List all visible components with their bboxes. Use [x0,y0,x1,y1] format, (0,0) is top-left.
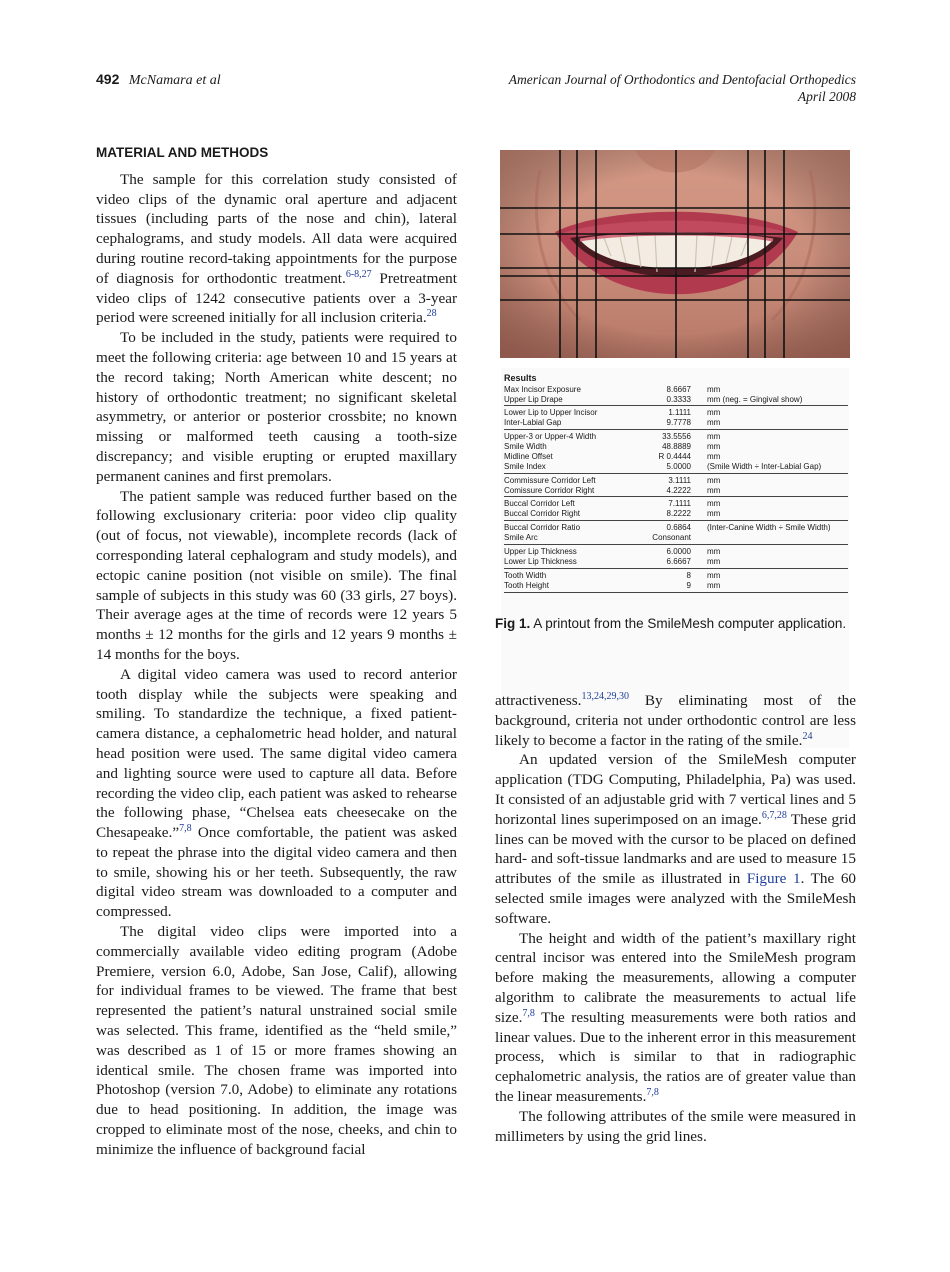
results-value: 9 [686,581,691,590]
results-row [504,418,848,428]
paragraph-text: The resulting measurements were both ratios and linear values. Due to the inherent error in this measurement process, which is similar to that in radiographic cephalometric analysis, the ratios are of greater value than the linear measurements. [495,1008,856,1105]
results-unit: mm [707,499,721,508]
results-label: Inter-Labial Gap [504,418,562,427]
results-label: Smile Arc [504,533,538,542]
paragraph-text: Once comfortable, the patient was asked to repeat the phrase into the digital video camera and then to smile, showing his or her teeth. Subsequently, the raw digital video stream was downloaded to a computer and compressed. [96,824,457,921]
figure-reference-link[interactable]: Figure 1 [746,870,801,888]
results-unit: mm [707,432,721,441]
results-unit: (Smile Width ÷ Inter-Labial Gap) [707,462,822,471]
results-label: Smile Width [504,442,547,451]
results-value: 1.1111 [668,408,691,417]
page-number: 492 [96,71,120,87]
caption-text: A printout from the SmileMesh computer application. [530,616,847,631]
paragraph: The following attributes of the smile were measured in millimeters by using the grid lines. [495,1107,856,1145]
paragraph [495,929,856,1107]
results-value: 33.5556 [662,432,691,441]
results-unit: mm [707,385,721,394]
results-divider [504,520,848,521]
results-row [504,581,848,591]
results-value: 6.6667 [666,557,691,566]
results-row [504,462,848,472]
results-unit: mm [707,571,721,580]
results-title: Results [504,373,537,383]
results-unit: mm [707,581,721,590]
citation-link[interactable]: 7,8 [522,1007,535,1019]
results-label: Comissure Corridor Right [504,486,595,495]
results-row [504,523,848,533]
results-value: 8.6667 [666,385,691,394]
results-unit: mm [707,486,721,495]
results-unit: (Inter-Canine Width ÷ Smile Width) [707,523,831,532]
results-label: Upper-3 or Upper-4 Width [504,432,597,441]
results-row [504,486,848,496]
results-row [504,547,848,557]
results-row [504,533,848,543]
results-value: 8 [686,571,691,580]
results-row [504,442,848,452]
results-value: 7.1111 [668,499,691,508]
results-unit: mm [707,557,721,566]
results-label: Buccal Corridor Right [504,509,581,518]
results-value: 48.8889 [662,442,691,451]
results-row [504,395,848,405]
paragraph: The digital video clips were imported into a commercially available video editing program (Adobe Premiere, version 6.0, Adobe, San Jose, Calif), allowing for individual frames to be viewed. The frame that best represented the patient’s natural unstrained social smile was selected. This frame, identified as the “held smile,” was described as 1 of 15 or more frames showing an identical smile. The chosen frame was imported into Photoshop (version 7.0, Adobe) to eliminate any rotations due to head positioning. In addition, the image was cropped to eliminate most of the nose, cheeks, and chin to minimize the influence of background facial [96,923,457,1158]
citation-link[interactable]: 28 [426,308,437,320]
results-divider [504,496,848,497]
results-label: Upper Lip Thickness [504,547,577,556]
paragraph [96,170,457,328]
paragraph-text: The sample for this correlation study consisted of video clips of the dynamic oral aperture and adjacent tissues (including parts of the nose and chin), lateral cephalograms, and study models. All data were acquired during routine record-taking appointments for the purpose of diagnosis for orthodontic treatment. [96,170,457,287]
results-divider [504,544,848,545]
results-label: Midline Offset [504,452,553,461]
smile-photo [500,150,850,358]
results-row [504,557,848,567]
results-label: Commissure Corridor Left [504,476,596,485]
citation-link[interactable]: 6-8,27 [345,268,372,280]
paragraph-text: . The 60 selected smile images were analyzed with the SmileMesh software. [495,870,857,927]
results-row [504,408,848,418]
citation-link[interactable]: 24 [802,730,813,742]
results-row [504,499,848,509]
results-row [504,476,848,486]
results-row [504,452,848,462]
citation-link[interactable]: 13,24,29,30 [581,690,629,702]
figure-label: Fig 1. [495,616,531,631]
results-value: R 0.4444 [658,452,691,461]
results-label: Lower Lip to Upper Incisor [504,408,598,417]
paragraph [495,750,856,928]
results-unit: mm [707,452,721,461]
left-column [96,143,457,1160]
paragraph-text: By eliminating most of the background, criteria not under orthodontic control are less likely to become a factor in the rating of the smile. [495,692,856,749]
citation-link[interactable]: 7,8 [179,823,192,835]
running-header-left [96,71,221,89]
results-value: 5.0000 [666,462,691,471]
results-divider [504,592,848,593]
results-label: Tooth Height [504,581,549,590]
section-heading: MATERIAL AND METHODS [96,145,269,160]
paragraph-text: These grid lines can be moved with the cursor to be placed on defined hard- and soft-tissue landmarks and are used to measure 15 attributes of the smile as illustrated in [495,810,856,888]
results-unit: mm [707,547,721,556]
results-unit: mm [707,408,721,417]
results-unit: mm [707,442,721,451]
results-divider [504,568,848,569]
running-header-right [509,71,856,105]
results-value: 0.6864 [666,523,691,532]
results-label: Smile Index [504,462,546,471]
paragraph-text: Pretreatment video clips of 1242 consecutive patients over a 3-year period were screened initially for all inclusion criteria. [96,269,457,327]
paragraph: The patient sample was reduced further based on the following exclusionary criteria: poor video clip quality (out of focus, not viewable), incomplete records (lack of corresponding lateral cephalogram and study models), and ectopic canine position (not visible on smile). The final sample of subjects in this study was 60 (33 girls, 27 boys). Their average ages at the time of records were 12 years 5 months ± 12 months for the girls and 12 years 9 months ± 14 months for the boys. [96,487,457,663]
issue-date: April 2008 [797,89,856,104]
paragraph [495,691,856,750]
results-value: Consonant [652,533,691,542]
citation-link[interactable]: 7,8 [646,1086,659,1098]
results-row [504,571,848,581]
results-unit: mm [707,476,721,485]
results-row [504,509,848,519]
results-unit: mm [707,509,721,518]
journal-title: American Journal of Orthodontics and Dentofacial Orthopedics [508,72,856,87]
paragraph-text: attractiveness. [495,692,582,709]
results-label: Upper Lip Drape [504,395,563,404]
results-label: Tooth Width [504,571,547,580]
citation-link[interactable]: 6,7,28 [761,809,787,821]
results-unit: mm (neg. = Gingival show) [707,395,803,404]
results-label: Buccal Corridor Ratio [504,523,581,532]
paragraph [96,665,457,922]
running-authors: McNamara et al [128,73,221,88]
results-divider [504,473,848,474]
results-label: Buccal Corridor Left [504,499,575,508]
results-divider [504,429,848,430]
right-column [495,691,856,1146]
results-value: 3.1111 [668,476,691,485]
results-label: Lower Lip Thickness [504,557,577,566]
results-row [504,432,848,442]
results-value: 6.0000 [666,547,691,556]
results-label: Max Incisor Exposure [504,385,581,394]
results-value: 8.2222 [666,509,691,518]
paragraph-text: The height and width of the patient’s maxillary right central incisor was entered into the SmileMesh program before making the measurements, allowing a computer algorithm to calibrate the measurements to actual life size. [495,929,856,1026]
paragraph-text: An updated version of the SmileMesh computer application (TDG Computing, Philadelphia, Pa) was used. It consisted of an adjustable grid with 7 vertical lines and 5 horizontal lines superimposed on an image. [495,751,856,828]
results-unit: mm [707,418,721,427]
results-value: 9.7778 [666,418,691,427]
results-value: 0.3333 [666,395,691,404]
paragraph: To be included in the study, patients were required to meet the following criteria: age between 10 and 15 years at the record taking; North American white descent; no history of orthodontic treatment; no significant skeletal asymmetry, or anterior or posterior crossbite; no known missing or malformed teeth causing a tooth-size discrepancy; and visible erupting or erupted maxillary permanent canines and first premolars. [96,329,457,485]
figure-caption [495,615,856,633]
results-divider [504,405,848,406]
paragraph-text: A digital video camera was used to record anterior tooth display while the subjects were speaking and smiling. To standardize the technique, a fixed patient-camera distance, a cephalometric head holder, and natural head position were used. The same digital video camera and lighting source were used to capture all data. Before recording the video clip, each patient was asked to rehearse the following phase, “Chelsea eats cheesecake on the Chesapeake.” [96,665,457,842]
results-value: 4.2222 [666,486,691,495]
results-row [504,385,848,395]
